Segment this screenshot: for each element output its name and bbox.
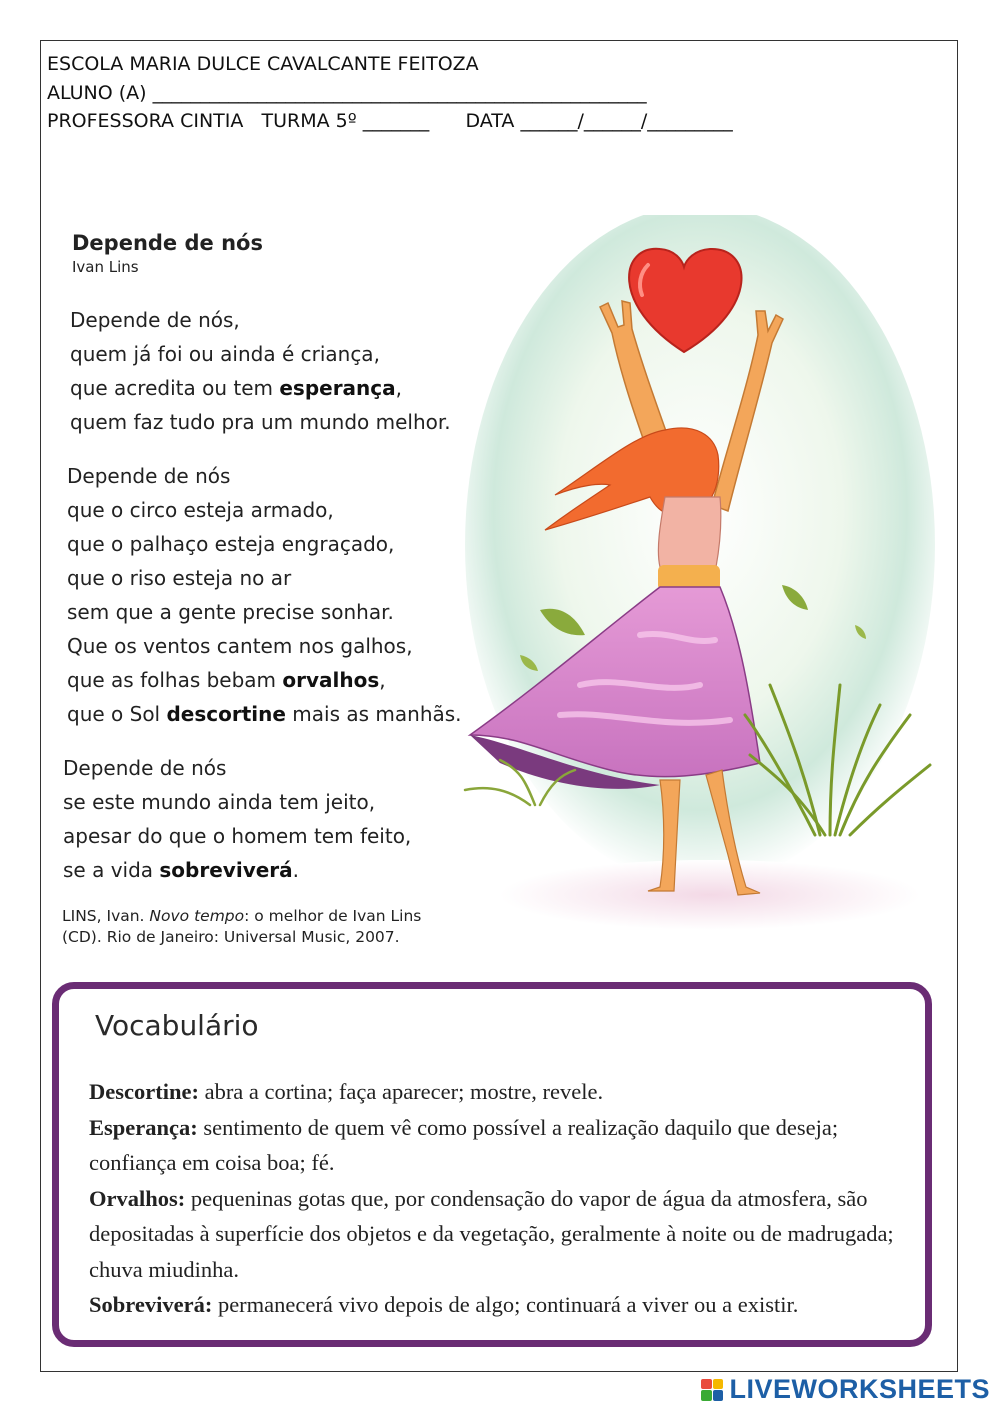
teacher-class-date-line: PROFESSORA CINTIA TURMA 5º _______ DATA ______/______/_________: [47, 110, 733, 132]
citation-text: LINS, Ivan.: [62, 907, 150, 925]
vocabulary-definition: sentimento de quem vê como possível a realização daquilo que deseja; confiança em coisa boa; fé.: [89, 1114, 839, 1175]
vocabulary-definition: permanecerá vivo depois de algo; continuará a viver ou a existir.: [212, 1292, 799, 1317]
citation-text: : o melhor de Ivan Lins: [244, 907, 422, 925]
girl-with-heart-illustration: [460, 215, 940, 945]
torso: [658, 497, 720, 567]
poem-line: apesar do que o homem tem feito,: [63, 824, 412, 848]
vocabulary-definition: pequeninas gotas que, por condensação do vapor de água da atmosfera, são depositadas à superfície dos objetos e da vegetação, geralmente à noite ou de madrugada; chuva miudinha.: [89, 1185, 894, 1282]
poem-text: que as folhas bebam: [67, 668, 283, 692]
vocabulary-term: Descortine:: [89, 1079, 199, 1104]
poem-text: ,: [379, 668, 386, 692]
poem-line: se este mundo ainda tem jeito,: [63, 790, 376, 814]
stanza-2: [67, 459, 462, 731]
vocabulary-entry: [89, 1181, 909, 1288]
poem-line: que o riso esteja no ar: [67, 566, 292, 590]
poem-text: que acredita ou tem: [70, 376, 280, 400]
poem-line: quem faz tudo pra um mundo melhor.: [70, 410, 451, 434]
poem-line: [63, 853, 411, 887]
poem-author: Ivan Lins: [72, 258, 139, 276]
vocabulary-entry: [89, 1110, 909, 1181]
citation-text: (CD). Rio de Janeiro: Universal Music, 2007.: [62, 928, 400, 946]
poem-title: Depende de nós: [72, 231, 263, 255]
student-name-line: ALUNO (A) ____________________________________________________: [47, 81, 647, 104]
poem-text: mais as manhãs.: [285, 702, 462, 726]
ground-shadow: [500, 860, 920, 930]
poem-line: Depende de nós: [67, 464, 231, 488]
logo-badge-icon: [701, 1379, 723, 1401]
highlighted-word: sobreviverá: [159, 858, 293, 882]
poem-line: sem que a gente precise sonhar.: [67, 600, 394, 624]
stanza-3: [63, 751, 411, 887]
poem-text: .: [292, 858, 300, 882]
poem-citation: [62, 906, 421, 948]
vocabulary-term: Orvalhos:: [89, 1185, 186, 1211]
highlighted-word: descortine: [166, 702, 286, 726]
poem-line: Que os ventos cantem nos galhos,: [67, 634, 413, 658]
liveworksheets-logo[interactable]: [701, 1374, 990, 1405]
poem-line: Depende de nós,: [70, 308, 240, 332]
vocabulary-list: [89, 1074, 909, 1323]
vocabulary-title: Vocabulário: [95, 1009, 259, 1042]
vocabulary-entry: [89, 1287, 909, 1323]
school-name: ESCOLA MARIA DULCE CAVALCANTE FEITOZA: [47, 53, 479, 75]
vocabulary-entry: [89, 1074, 909, 1110]
vocabulary-term: Esperança:: [89, 1114, 198, 1140]
poem-line: [67, 697, 462, 731]
poem-text: se a vida: [63, 858, 160, 882]
poem-line: que o palhaço esteja engraçado,: [67, 532, 395, 556]
poem-line: [70, 371, 451, 405]
citation-title: Novo tempo: [149, 907, 245, 925]
vocabulary-definition: abra a cortina; faça aparecer; mostre, revele.: [198, 1079, 604, 1104]
highlighted-word: esperança: [279, 376, 396, 400]
poem-line: [67, 663, 462, 697]
poem-line: quem já foi ou ainda é criança,: [70, 342, 380, 366]
poem-text: que o Sol: [67, 702, 167, 726]
poem-line: que o circo esteja armado,: [67, 498, 334, 522]
stanza-1: [70, 303, 451, 439]
vocabulary-box: [52, 982, 932, 1347]
poem-line: Depende de nós: [63, 756, 227, 780]
poem-text: ,: [395, 376, 403, 400]
highlighted-word: orvalhos: [282, 668, 380, 692]
worksheet-header: [47, 50, 733, 136]
brand-name: LIVEWORKSHEETS: [729, 1374, 990, 1404]
vocabulary-term: Sobreviverá:: [89, 1292, 213, 1317]
